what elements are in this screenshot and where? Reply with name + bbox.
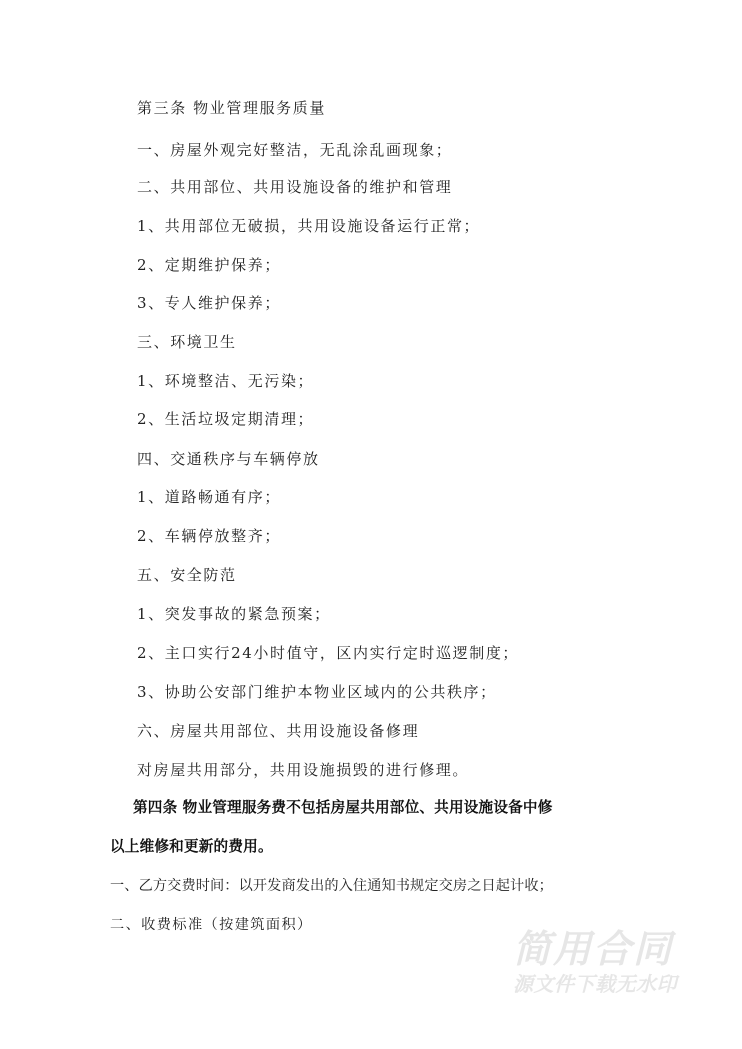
paragraph-line: 一、房屋外观完好整洁，无乱涂乱画现象； bbox=[137, 141, 453, 159]
paragraph-line: 四、交通秩序与车辆停放 bbox=[137, 450, 320, 468]
article-3-heading: 第三条 物业管理服务质量 bbox=[137, 99, 326, 117]
paragraph-line: 二、收费标准（按建筑面积） bbox=[110, 917, 313, 933]
watermark-subtitle: 源文件下载无水印 bbox=[513, 972, 677, 996]
watermark-title: 简用合同 bbox=[513, 927, 674, 971]
paragraph-line: 二、共用部位、共用设施设备的维护和管理 bbox=[137, 178, 453, 196]
paragraph-line: 3、专人维护保养； bbox=[137, 294, 281, 312]
paragraph-line: 2、主口实行24小时值守，区内实行定时巡逻制度； bbox=[137, 644, 520, 662]
paragraph-line: 三、环境卫生 bbox=[137, 333, 237, 351]
paragraph-line: 1、道路畅通有序； bbox=[137, 488, 281, 506]
paragraph-line: 1、共用部位无破损，共用设施设备运行正常； bbox=[137, 217, 481, 235]
paragraph-line: 2、定期维护保养； bbox=[137, 256, 281, 274]
paragraph-line: 六、房屋共用部位、共用设施设备修理 bbox=[137, 722, 420, 740]
article-4-heading: 第四条 物业管理服务费不包括房屋共用部位、共用设施设备中修 bbox=[133, 799, 553, 816]
article-4-heading-cont: 以上维修和更新的费用。 bbox=[110, 838, 273, 855]
paragraph-line: 1、环境整洁、无污染； bbox=[137, 372, 315, 390]
paragraph-line: 2、车辆停放整齐； bbox=[137, 527, 281, 545]
paragraph-line: 五、安全防范 bbox=[137, 566, 237, 584]
paragraph-line: 2、生活垃圾定期清理； bbox=[137, 410, 315, 428]
paragraph-line: 一、乙方交费时间：以开发商发出的入住通知书规定交房之日起计收； bbox=[110, 878, 553, 894]
paragraph-line: 3、协助公安部门维护本物业区域内的公共秩序； bbox=[137, 683, 497, 701]
paragraph-line: 1、突发事故的紧急预案； bbox=[137, 605, 331, 623]
paragraph-line: 对房屋共用部分，共用设施损毁的进行修理。 bbox=[137, 761, 470, 779]
